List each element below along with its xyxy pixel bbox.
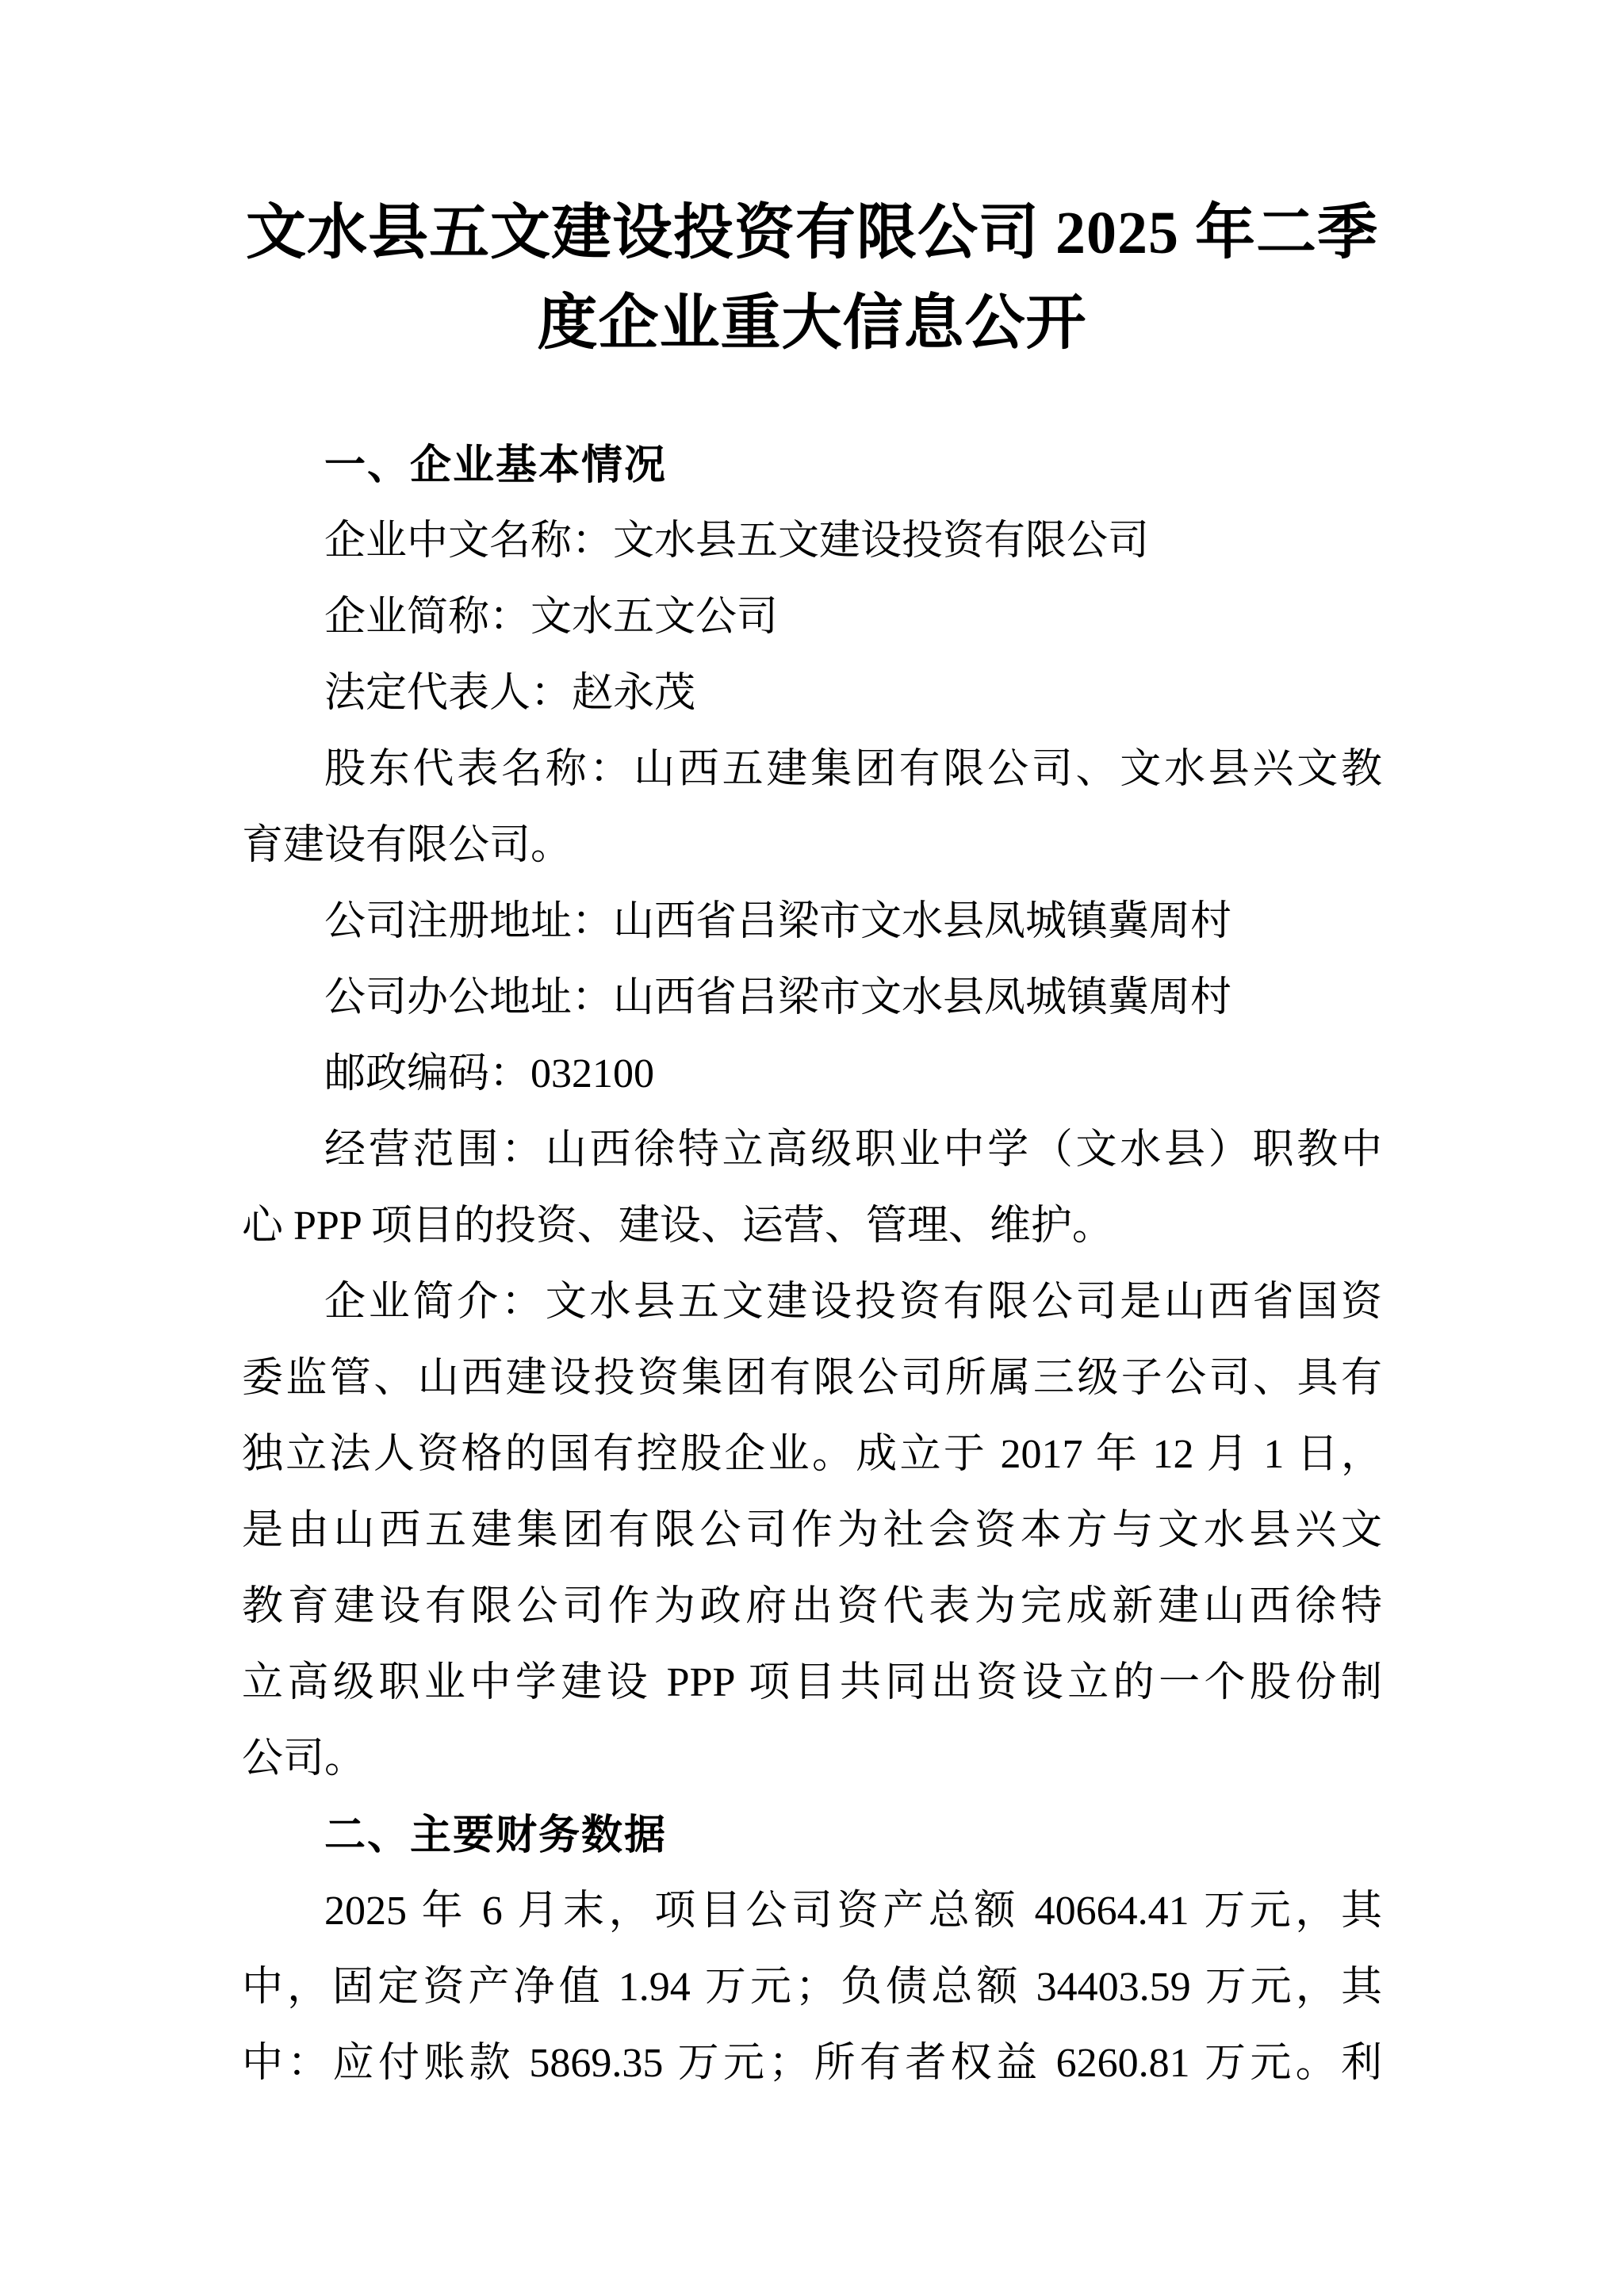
body-line-business-scope-1: 经营范围：山西徐特立高级职业中学（文水县）职教中 [324, 1127, 1382, 1173]
body-line-financial-3: 中：应付账款 5869.35 万元；所有者权益 6260.81 万元。利 [242, 2041, 1382, 2086]
document-title [242, 188, 1382, 369]
body-line-postal-code: 邮政编码：032100 [324, 1051, 655, 1096]
body-line-profile-3: 独立法人资格的国有控股企业。成立于 2017 年 12 月 1 日， [242, 1432, 1382, 1477]
title-line-2: 度企业重大信息公开 [537, 290, 1087, 357]
body-line-shareholders-2: 育建设有限公司。 [242, 823, 573, 868]
body-line-financial-2: 中，固定资产净值 1.94 万元；负债总额 34403.59 万元，其 [242, 1965, 1382, 2010]
body-line-company-name: 企业中文名称：文水县五文建设投资有限公司 [324, 519, 1150, 564]
body-line-profile-6: 立高级职业中学建设 PPP 项目共同出资设立的一个股份制 [242, 1660, 1382, 1705]
section-2-heading: 二、主要财务数据 [324, 1812, 668, 1858]
title-line-1: 文水县五文建设投资有限公司 2025 年二季 [246, 200, 1378, 266]
body-line-profile-4: 是由山西五建集团有限公司作为社会资本方与文水县兴文 [242, 1508, 1382, 1553]
body-line-profile-2: 委监管、山西建设投资集团有限公司所属三级子公司、具有 [242, 1356, 1382, 1401]
body-line-profile-7: 公司。 [242, 1736, 366, 1781]
body-line-legal-representative: 法定代表人：赵永茂 [324, 671, 696, 716]
body-line-registered-address: 公司注册地址：山西省吕梁市文水县凤城镇冀周村 [324, 899, 1232, 944]
body-line-shareholders-1: 股东代表名称：山西五建集团有限公司、文水县兴文教 [324, 747, 1382, 792]
document-body [242, 427, 1382, 2102]
body-line-profile-5: 教育建设有限公司作为政府出资代表为完成新建山西徐特 [242, 1584, 1382, 1629]
section-1-heading: 一、企业基本情况 [324, 442, 668, 488]
body-line-business-scope-2: 心 PPP 项目的投资、建设、运营、管理、维护。 [242, 1203, 1113, 1249]
body-line-financial-1: 2025 年 6 月末，项目公司资产总额 40664.41 万元，其 [324, 1888, 1382, 1934]
body-line-office-address: 公司办公地址：山西省吕梁市文水县凤城镇冀周村 [324, 975, 1232, 1020]
body-line-profile-1: 企业简介：文水县五文建设投资有限公司是山西省国资 [324, 1280, 1382, 1325]
body-line-short-name: 企业简称：文水五文公司 [324, 595, 779, 640]
